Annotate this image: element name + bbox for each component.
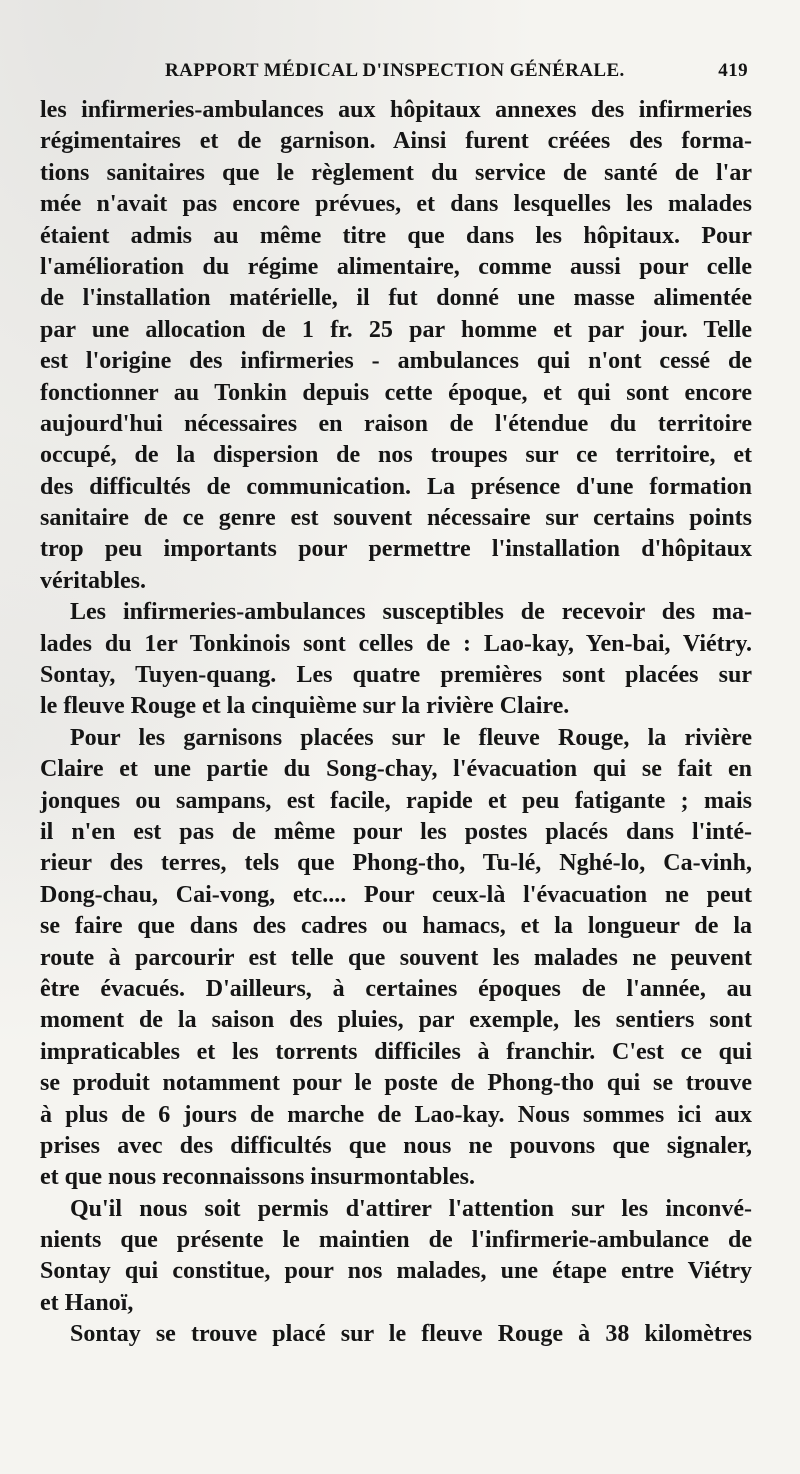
text-line: Claire et une partie du Song-chay, l'évacuation qui se fait en bbox=[40, 756, 752, 783]
text-line: Dong-chau, Cai-vong, etc.... Pour ceux-là l'évacuation ne peut bbox=[40, 881, 752, 908]
text-line: des difficultés de communication. La présence d'une formation bbox=[40, 473, 752, 500]
text-line: impraticables et les torrents difficiles à franchir. C'est ce qui bbox=[40, 1038, 752, 1065]
text-line: prises avec des difficultés que nous ne pouvons que signaler, bbox=[40, 1132, 752, 1159]
text-line: occupé, de la dispersion de nos troupes sur ce territoire, et bbox=[40, 442, 752, 469]
text-line: véritables. bbox=[40, 567, 146, 594]
running-title: RAPPORT MÉDICAL D'INSPECTION GÉNÉRALE. bbox=[165, 60, 625, 81]
body-text bbox=[40, 95, 752, 1351]
text-line: le fleuve Rouge et la cinquième sur la rivière Claire. bbox=[40, 693, 570, 720]
page-header bbox=[165, 60, 748, 88]
text-line: Qu'il nous soit permis d'attirer l'attention sur les inconvé- bbox=[70, 1195, 752, 1222]
text-line: il n'en est pas de même pour les postes placés dans l'inté- bbox=[40, 818, 752, 845]
text-line: Les infirmeries-ambulances susceptibles de recevoir des ma- bbox=[70, 599, 752, 626]
text-line: et Hanoï, bbox=[40, 1289, 134, 1316]
text-line: Sontay, Tuyen-quang. Les quatre premières sont placées sur bbox=[40, 662, 752, 689]
text-line: régimentaires et de garnison. Ainsi furent créées des forma- bbox=[40, 128, 752, 155]
page-number: 419 bbox=[718, 60, 748, 81]
text-line: de l'installation matérielle, il fut donné une masse alimentée bbox=[40, 285, 752, 312]
text-line: moment de la saison des pluies, par exemple, les sentiers sont bbox=[40, 1007, 752, 1034]
text-line: Sontay qui constitue, pour nos malades, une étape entre Viétry bbox=[40, 1258, 752, 1285]
text-line: étaient admis au même titre que dans les hôpitaux. Pour bbox=[40, 222, 752, 249]
text-line: trop peu importants pour permettre l'installation d'hôpitaux bbox=[40, 536, 752, 563]
text-line: se produit notamment pour le poste de Phong-tho qui se trouve bbox=[40, 1070, 752, 1097]
text-line: est l'origine des infirmeries - ambulances qui n'ont cessé de bbox=[40, 348, 752, 375]
text-line: lades du 1er Tonkinois sont celles de : Lao-kay, Yen-bai, Viétry. bbox=[40, 630, 752, 657]
text-line: sanitaire de ce genre est souvent nécessaire sur certains points bbox=[40, 505, 752, 532]
text-line: jonques ou sampans, est facile, rapide et peu fatigante ; mais bbox=[40, 787, 752, 814]
text-line: l'amélioration du régime alimentaire, comme aussi pour celle bbox=[40, 253, 752, 280]
text-line: mée n'avait pas encore prévues, et dans lesquelles les malades bbox=[40, 191, 752, 218]
text-line: se faire que dans des cadres ou hamacs, et la longueur de la bbox=[40, 913, 752, 940]
text-line: être évacués. D'ailleurs, à certaines époques de l'année, au bbox=[40, 975, 752, 1002]
text-line: Sontay se trouve placé sur le fleuve Rouge à 38 kilomètres bbox=[70, 1321, 752, 1348]
text-line: tions sanitaires que le règlement du service de santé de l'ar bbox=[40, 159, 752, 186]
text-line: route à parcourir est telle que souvent les malades ne peuvent bbox=[40, 944, 752, 971]
text-line: aujourd'hui nécessaires en raison de l'étendue du territoire bbox=[40, 410, 752, 437]
text-line: fonctionner au Tonkin depuis cette époque, et qui sont encore bbox=[40, 379, 752, 406]
text-line: les infirmeries-ambulances aux hôpitaux annexes des infirmeries bbox=[40, 97, 752, 123]
text-line: à plus de 6 jours de marche de Lao-kay. Nous sommes ici aux bbox=[40, 1101, 752, 1128]
text-line: et que nous reconnaissons insurmontables. bbox=[40, 1164, 475, 1191]
text-line: Pour les garnisons placées sur le fleuve Rouge, la rivière bbox=[70, 724, 752, 751]
text-line: par une allocation de 1 fr. 25 par homme et par jour. Telle bbox=[40, 316, 752, 343]
text-line: nients que présente le maintien de l'infirmerie-ambulance de bbox=[40, 1227, 752, 1254]
text-line: rieur des terres, tels que Phong-tho, Tu-lé, Nghé-lo, Ca-vinh, bbox=[40, 850, 752, 877]
